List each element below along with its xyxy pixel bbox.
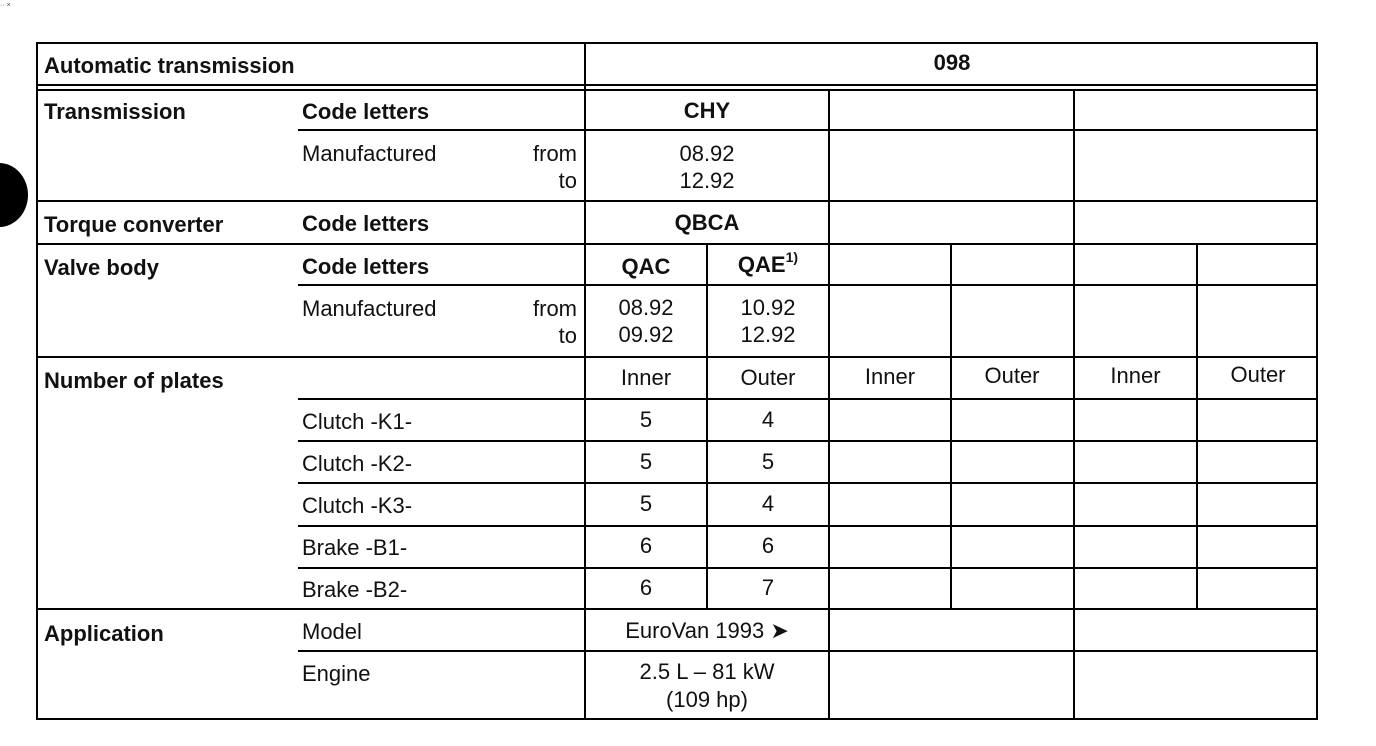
- valve-body-qae-to: 12.92: [740, 322, 796, 347]
- column-header-inner: Inner: [864, 364, 916, 389]
- valve-body-code-qae-cell: [708, 248, 828, 278]
- row-divider: [298, 525, 1318, 527]
- column-header-inner: Inner: [1110, 363, 1161, 388]
- transmission-code-letters-label: Code letters: [302, 99, 430, 124]
- column-divider: [950, 243, 952, 608]
- row-divider: [298, 284, 1318, 286]
- row-divider: [36, 608, 1318, 610]
- row-divider: [36, 89, 1318, 91]
- valve-body-from-label: from: [533, 296, 577, 321]
- column-header-inner: Inner: [620, 365, 672, 390]
- column-divider: [828, 89, 830, 720]
- column-divider: [1073, 89, 1075, 720]
- row-divider: [36, 243, 1318, 245]
- valve-body-code-qae: QAE: [737, 252, 786, 277]
- punch-hole: [0, 163, 28, 227]
- plate-row-label: Clutch -K2-: [302, 451, 413, 476]
- engine-horsepower: (109 hp): [666, 687, 748, 712]
- row-divider: [298, 398, 1318, 400]
- table-title: Automatic transmission: [44, 53, 295, 78]
- plate-outer-count: 6: [761, 533, 775, 558]
- plate-inner-count: 5: [639, 491, 653, 516]
- plate-outer-count: 7: [761, 575, 775, 600]
- plate-row-label: Clutch -K1-: [302, 409, 413, 434]
- valve-body-to-label: to: [558, 323, 577, 348]
- torque-converter-label: Torque converter: [44, 212, 224, 237]
- row-divider: [298, 650, 1318, 652]
- valve-body-code-qac: QAC: [621, 254, 671, 279]
- row-divider: [298, 129, 1318, 131]
- corner-mark: ·· ×: [0, 2, 11, 9]
- engine-label: Engine: [302, 661, 371, 686]
- transmission-from-date: 08.92: [679, 141, 735, 166]
- row-divider: [298, 567, 1318, 569]
- number-of-plates-label: Number of plates: [44, 368, 224, 393]
- transmission-model-number: 098: [933, 50, 971, 75]
- transmission-code: CHY: [683, 98, 731, 123]
- plate-outer-count: 4: [761, 491, 775, 516]
- row-divider: [298, 440, 1318, 442]
- row-divider: [298, 482, 1318, 484]
- plate-outer-count: 4: [761, 407, 775, 432]
- column-header-outer: Outer: [740, 365, 796, 390]
- plate-row-label: Clutch -K3-: [302, 493, 413, 518]
- torque-converter-code-letters-label: Code letters: [302, 211, 430, 236]
- row-divider: [36, 356, 1318, 358]
- row-divider: [36, 84, 1318, 86]
- plate-row-label: Brake -B1-: [302, 535, 408, 560]
- model-label: Model: [302, 619, 362, 644]
- transmission-to-date: 12.92: [679, 168, 735, 193]
- plate-row-label: Brake -B2-: [302, 577, 408, 602]
- footnote-marker: 1): [785, 248, 799, 265]
- engine-spec: 2.5 L – 81 kW: [639, 659, 775, 684]
- column-header-outer: Outer: [984, 363, 1040, 388]
- column-header-outer: Outer: [1230, 362, 1286, 387]
- application-label: Application: [44, 621, 164, 646]
- transmission-manufactured-label: Manufactured: [302, 141, 437, 166]
- plate-inner-count: 5: [639, 407, 653, 432]
- valve-body-code-letters-label: Code letters: [302, 254, 430, 279]
- valve-body-qae-from: 10.92: [740, 295, 796, 320]
- row-divider: [36, 200, 1318, 202]
- plate-inner-count: 6: [639, 533, 653, 558]
- column-divider: [1196, 243, 1198, 608]
- transmission-to-label: to: [558, 168, 577, 193]
- vehicle-model: EuroVan 1993 ➤: [625, 618, 789, 643]
- transmission-from-label: from: [533, 141, 577, 166]
- valve-body-label: Valve body: [44, 255, 159, 280]
- valve-body-qac-to: 09.92: [618, 322, 674, 347]
- plate-outer-count: 5: [761, 449, 775, 474]
- transmission-label: Transmission: [44, 99, 186, 124]
- valve-body-qac-from: 08.92: [618, 295, 674, 320]
- valve-body-manufactured-label: Manufactured: [302, 296, 437, 321]
- torque-converter-code: QBCA: [674, 210, 740, 235]
- plate-inner-count: 6: [639, 575, 653, 600]
- plate-inner-count: 5: [639, 449, 653, 474]
